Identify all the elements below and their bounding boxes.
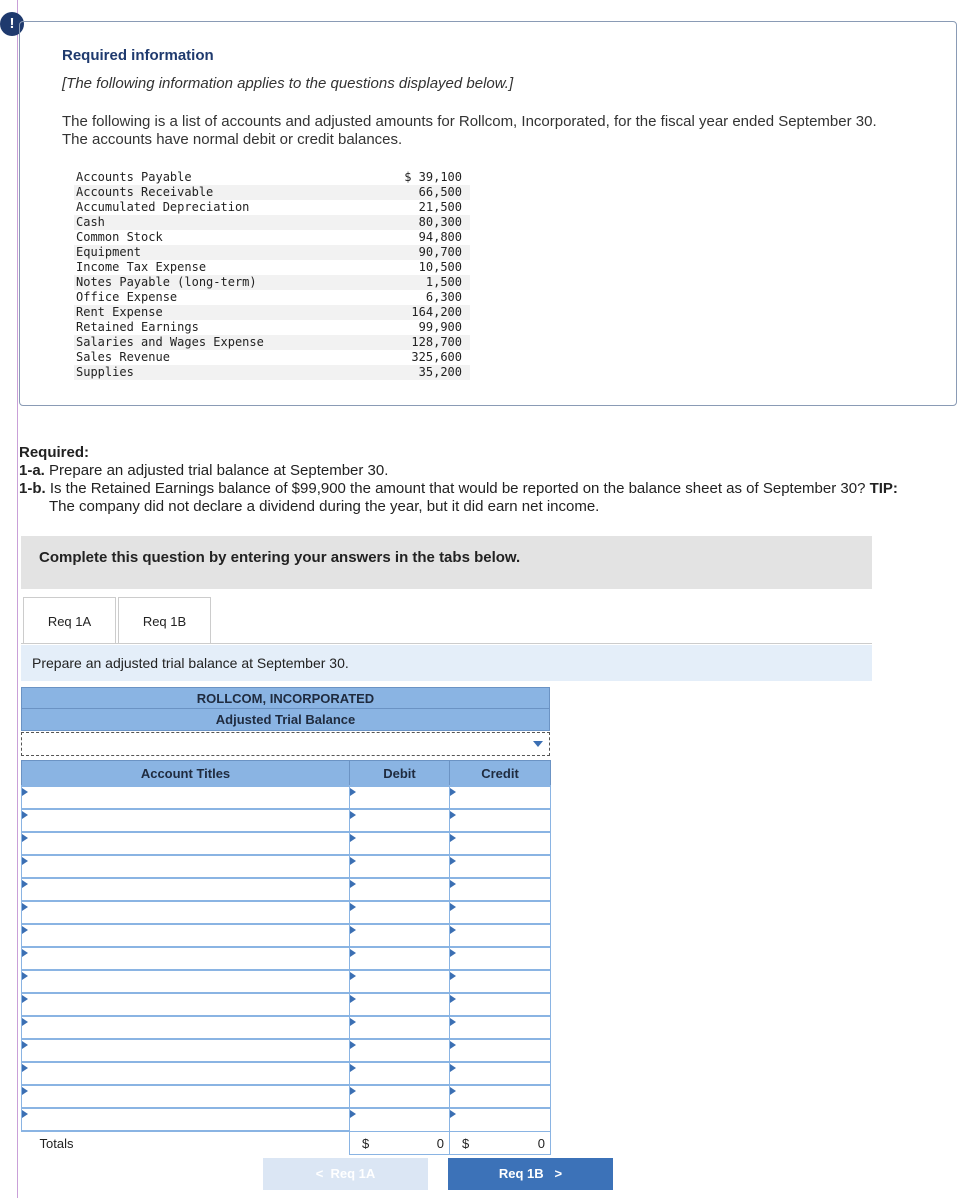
input-marker-icon xyxy=(22,903,28,911)
account-title-cell[interactable] xyxy=(22,970,350,993)
input-marker-icon xyxy=(350,972,356,980)
debit-cell[interactable] xyxy=(350,832,450,855)
account-title-cell[interactable] xyxy=(22,1108,350,1131)
account-title-cell[interactable] xyxy=(22,855,350,878)
next-tab-button[interactable]: Req 1B > xyxy=(448,1158,613,1190)
input-marker-icon xyxy=(450,926,456,934)
company-name: ROLLCOM, INCORPORATED xyxy=(21,687,550,709)
credit-cell[interactable] xyxy=(450,855,551,878)
input-marker-icon xyxy=(450,1110,456,1118)
intro-text: The following is a list of accounts and adjusted amounts for Rollcom, Incorporated, for the fiscal year ended September 30. The accounts have normal debit or credit balances. xyxy=(62,113,877,148)
input-marker-icon xyxy=(350,949,356,957)
account-title-cell[interactable] xyxy=(22,993,350,1016)
credit-cell[interactable] xyxy=(450,878,551,901)
account-row: Common Stock 94,800 xyxy=(76,230,462,244)
credit-total: $ 0 xyxy=(450,1131,551,1154)
input-marker-icon xyxy=(450,1018,456,1026)
debit-cell[interactable] xyxy=(350,878,450,901)
account-row: Accumulated Depreciation 21,500 xyxy=(76,200,462,214)
input-marker-icon xyxy=(350,857,356,865)
entry-row xyxy=(22,1016,551,1039)
input-marker-icon xyxy=(350,1110,356,1118)
credit-cell[interactable] xyxy=(450,970,551,993)
input-marker-icon xyxy=(22,788,28,796)
entry-row xyxy=(22,809,551,832)
totals-label: Totals xyxy=(22,1131,350,1154)
input-marker-icon xyxy=(22,1110,28,1118)
debit-cell[interactable] xyxy=(350,1085,450,1108)
account-title-cell[interactable] xyxy=(22,947,350,970)
input-marker-icon xyxy=(22,995,28,1003)
required-info-subtitle: [The following information applies to the questions displayed below.] xyxy=(62,75,514,92)
prev-tab-button[interactable]: < Req 1A xyxy=(263,1158,428,1190)
input-marker-icon xyxy=(450,811,456,819)
entry-row xyxy=(22,970,551,993)
input-marker-icon xyxy=(22,880,28,888)
credit-cell[interactable] xyxy=(450,809,551,832)
input-marker-icon xyxy=(22,949,28,957)
account-title-cell[interactable] xyxy=(22,1039,350,1062)
trial-balance-table xyxy=(21,760,551,1155)
column-header-credit: Credit xyxy=(450,761,551,787)
entry-row xyxy=(22,1062,551,1085)
input-marker-icon xyxy=(350,995,356,1003)
entry-row xyxy=(22,878,551,901)
input-marker-icon xyxy=(350,811,356,819)
required-1a: 1-a. Prepare an adjusted trial balance at September 30. xyxy=(19,462,389,479)
entry-row xyxy=(22,855,551,878)
credit-cell[interactable] xyxy=(450,1062,551,1085)
debit-cell[interactable] xyxy=(350,993,450,1016)
input-marker-icon xyxy=(450,880,456,888)
input-marker-icon xyxy=(22,972,28,980)
entry-row xyxy=(22,901,551,924)
debit-cell[interactable] xyxy=(350,924,450,947)
account-row: Income Tax Expense 10,500 xyxy=(76,260,462,274)
account-row: Supplies 35,200 xyxy=(74,365,470,380)
entry-row xyxy=(22,924,551,947)
entry-row xyxy=(22,1108,551,1131)
entry-row xyxy=(22,1085,551,1108)
left-rule xyxy=(17,0,18,1198)
account-title-cell[interactable] xyxy=(22,1062,350,1085)
credit-cell[interactable] xyxy=(450,901,551,924)
credit-cell[interactable] xyxy=(450,993,551,1016)
input-marker-icon xyxy=(450,949,456,957)
entry-row xyxy=(22,993,551,1016)
entry-row xyxy=(22,832,551,855)
debit-cell[interactable] xyxy=(350,1108,450,1131)
input-marker-icon xyxy=(450,788,456,796)
input-marker-icon xyxy=(350,903,356,911)
account-row: Sales Revenue 325,600 xyxy=(76,350,462,364)
required-heading: Required: xyxy=(19,444,90,461)
debit-cell[interactable] xyxy=(350,901,450,924)
account-title-cell[interactable] xyxy=(22,832,350,855)
chevron-down-icon xyxy=(533,741,543,747)
account-list xyxy=(74,170,470,380)
debit-cell[interactable] xyxy=(350,970,450,993)
input-marker-icon xyxy=(22,1087,28,1095)
account-title-cell[interactable] xyxy=(22,924,350,947)
input-marker-icon xyxy=(450,1064,456,1072)
date-dropdown[interactable] xyxy=(21,732,550,756)
credit-cell[interactable] xyxy=(450,1016,551,1039)
input-marker-icon xyxy=(450,903,456,911)
credit-cell[interactable] xyxy=(450,1108,551,1131)
input-marker-icon xyxy=(450,1041,456,1049)
entry-row xyxy=(22,786,551,809)
account-row: Rent Expense 164,200 xyxy=(74,305,470,320)
account-row: Equipment 90,700 xyxy=(74,245,470,260)
input-marker-icon xyxy=(350,1064,356,1072)
input-marker-icon xyxy=(22,1041,28,1049)
input-marker-icon xyxy=(22,1064,28,1072)
input-marker-icon xyxy=(22,834,28,842)
question-prompt: Prepare an adjusted trial balance at September 30. xyxy=(21,645,872,681)
debit-cell[interactable] xyxy=(350,809,450,832)
input-marker-icon xyxy=(450,972,456,980)
credit-cell[interactable] xyxy=(450,786,551,809)
debit-total: $ 0 xyxy=(350,1131,450,1154)
input-marker-icon xyxy=(22,1018,28,1026)
credit-cell[interactable] xyxy=(450,924,551,947)
required-1b: 1-b. Is the Retained Earnings balance of $99,900 the amount that would be reported on the balance sheet as of September 30? TIP: xyxy=(19,480,898,497)
debit-cell[interactable] xyxy=(350,1016,450,1039)
debit-cell[interactable] xyxy=(350,947,450,970)
account-title-cell[interactable] xyxy=(22,878,350,901)
alert-icon: ! xyxy=(0,12,24,36)
statement-title: Adjusted Trial Balance xyxy=(21,709,550,731)
credit-cell[interactable] xyxy=(450,1039,551,1062)
debit-cell[interactable] xyxy=(350,786,450,809)
input-marker-icon xyxy=(350,1041,356,1049)
input-marker-icon xyxy=(450,1087,456,1095)
account-title-cell[interactable] xyxy=(22,1016,350,1039)
credit-cell[interactable] xyxy=(450,1085,551,1108)
entry-row xyxy=(22,1039,551,1062)
account-title-cell[interactable] xyxy=(22,901,350,924)
chevron-right-icon: > xyxy=(554,1166,563,1181)
account-row: Cash 80,300 xyxy=(74,215,470,230)
account-title-cell[interactable] xyxy=(22,1085,350,1108)
input-marker-icon xyxy=(350,788,356,796)
column-header-debit: Debit xyxy=(350,761,450,787)
account-title-cell[interactable] xyxy=(22,786,350,809)
debit-cell[interactable] xyxy=(350,855,450,878)
required-section xyxy=(19,444,959,516)
required-1b-tip: The company did not declare a dividend during the year, but it did earn net income. xyxy=(49,498,600,515)
account-row: Accounts Receivable 66,500 xyxy=(74,185,470,200)
account-title-cell[interactable] xyxy=(22,809,350,832)
input-marker-icon xyxy=(350,1018,356,1026)
column-header-account: Account Titles xyxy=(22,761,350,787)
account-row: Retained Earnings 99,900 xyxy=(76,320,462,334)
input-marker-icon xyxy=(22,926,28,934)
chevron-left-icon: < xyxy=(315,1166,324,1181)
input-marker-icon xyxy=(450,834,456,842)
input-marker-icon xyxy=(22,857,28,865)
account-row: Office Expense 6,300 xyxy=(76,290,462,304)
instructions-banner: Complete this question by entering your answers in the tabs below. xyxy=(21,536,872,589)
debit-cell[interactable] xyxy=(350,1039,450,1062)
entry-row xyxy=(22,947,551,970)
input-marker-icon xyxy=(350,1087,356,1095)
credit-cell[interactable] xyxy=(450,947,551,970)
tab-req-1a[interactable]: Req 1A xyxy=(23,597,116,644)
input-marker-icon xyxy=(350,926,356,934)
input-marker-icon xyxy=(450,995,456,1003)
debit-cell[interactable] xyxy=(350,1062,450,1085)
input-marker-icon xyxy=(22,811,28,819)
credit-cell[interactable] xyxy=(450,832,551,855)
input-marker-icon xyxy=(450,857,456,865)
account-row: Notes Payable (long-term) 1,500 xyxy=(74,275,470,290)
account-row: Accounts Payable $ 39,100 xyxy=(76,170,462,184)
account-row: Salaries and Wages Expense 128,700 xyxy=(74,335,470,350)
required-info-title: Required information xyxy=(62,47,214,64)
totals-row xyxy=(22,1131,551,1154)
trial-balance-form xyxy=(21,687,550,1155)
input-marker-icon xyxy=(350,834,356,842)
tab-divider xyxy=(21,643,872,644)
input-marker-icon xyxy=(350,880,356,888)
tab-req-1b[interactable]: Req 1B xyxy=(118,597,211,644)
